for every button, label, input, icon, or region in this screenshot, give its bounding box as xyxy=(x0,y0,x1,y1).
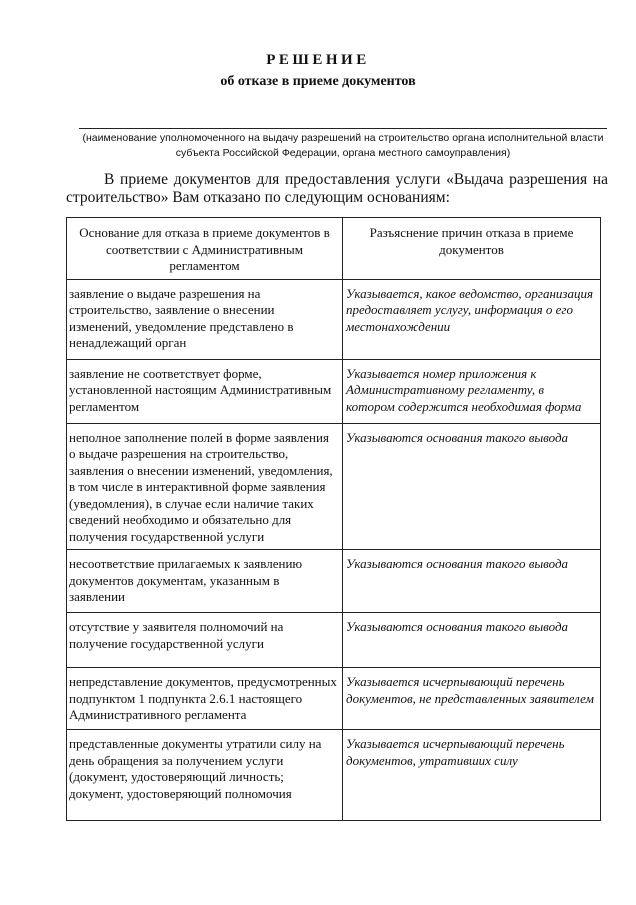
explanation-cell: Указываются основания такого вывода xyxy=(343,613,601,668)
explanation-cell: Указывается номер приложения к Административному регламенту, в котором содержится необходимая форма xyxy=(343,359,601,423)
explanation-cell: Указывается исчерпывающий перечень документов, не представленных заявителем xyxy=(343,668,601,730)
explanation-cell: Указывается исчерпывающий перечень документов, утративших силу xyxy=(343,730,601,821)
reason-cell: неполное заполнение полей в форме заявления о выдаче разрешения на строительство, заявления о внесении изменений, уведомления, в том числе в интерактивной форме заявления (уведомления), в случае если наличие таких сведений необходимо и обязательно для получения государственной услуги xyxy=(67,423,343,550)
table-row xyxy=(67,668,601,730)
reason-cell: заявление не соответствует форме, установленной настоящим Административным регламентом xyxy=(67,359,343,423)
explanation-cell: Указывается, какое ведомство, организация предоставляет услугу, информация о его местонахождении xyxy=(343,279,601,359)
intro-paragraph: В приеме документов для предоставления услуги «Выдача разрешения на строительство» Вам отказано по следующим основаниям: xyxy=(66,171,608,206)
header-grounds: Основание для отказа в приеме документов в соответствии с Административным регламентом xyxy=(67,218,343,280)
reason-cell: непредставление документов, предусмотренных подпунктом 1 подпункта 2.6.1 настоящего Административного регламента xyxy=(67,668,343,730)
explanation-cell: Указываются основания такого вывода xyxy=(343,423,601,550)
authority-caption: (наименование уполномоченного на выдачу разрешений на строительство органа исполнительной власти субъекта Российской Федерации, органа местного самоуправления) xyxy=(82,132,604,159)
reason-cell: заявление о выдаче разрешения на строительство, заявление о внесении изменений, уведомление представлено в ненадлежащий орган xyxy=(67,279,343,359)
refusal-grounds-table xyxy=(66,217,601,821)
header-explanation: Разъяснение причин отказа в приеме документов xyxy=(343,218,601,280)
table-header-row xyxy=(67,218,601,280)
table-row xyxy=(67,730,601,821)
document-subtitle: об отказе в приеме документов xyxy=(220,74,416,89)
table-row xyxy=(67,550,601,613)
table-row xyxy=(67,359,601,423)
table-row xyxy=(67,613,601,668)
table-row xyxy=(67,423,601,550)
authority-fill-line xyxy=(79,128,607,129)
table-row xyxy=(67,279,601,359)
reason-cell: представленные документы утратили силу на день обращения за получением услуги (документ, удостоверяющий личность; документ, удостоверяющий полномочия xyxy=(67,730,343,821)
reason-cell: несоответствие прилагаемых к заявлению документов документам, указанным в заявлении xyxy=(67,550,343,613)
explanation-cell: Указываются основания такого вывода xyxy=(343,550,601,613)
reason-cell: отсутствие у заявителя полномочий на получение государственной услуги xyxy=(67,613,343,668)
document-title: РЕШЕНИЕ xyxy=(266,52,370,68)
